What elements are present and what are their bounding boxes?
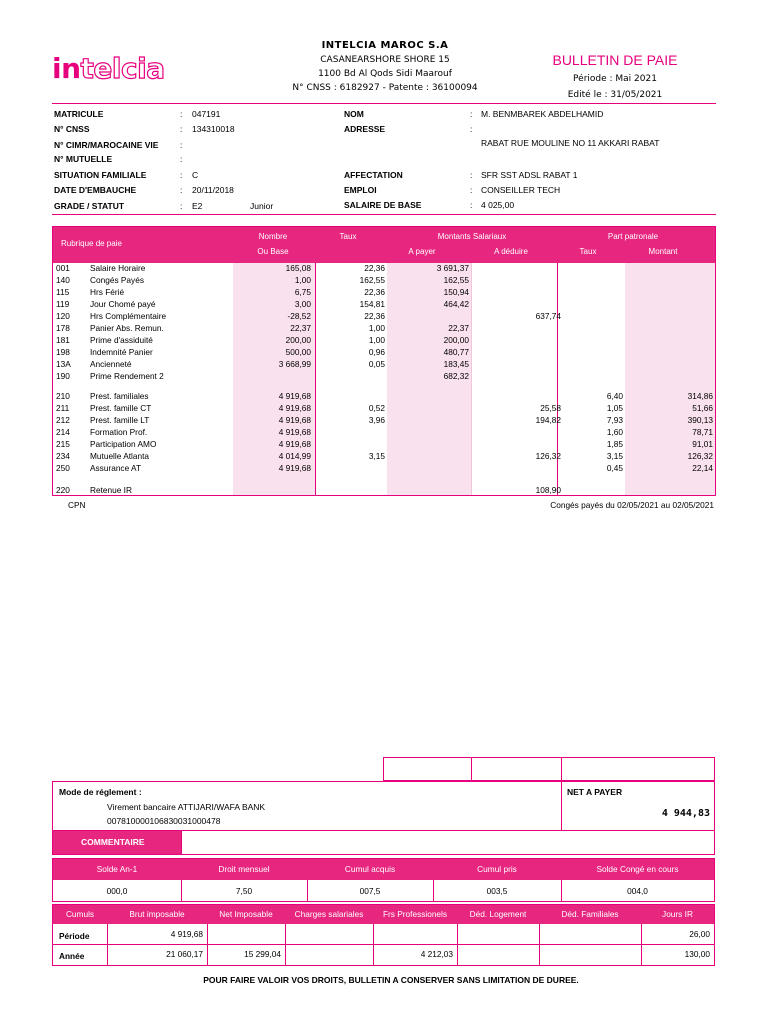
bulletin-periode: Période : Mai 2021: [573, 74, 657, 84]
pay-row-payer: 22,37: [448, 323, 469, 333]
footer-conges-payes: Congés payés du 02/05/2021 au 02/05/2021: [550, 500, 714, 510]
conges-value: 003,5: [486, 886, 508, 896]
pay-row-code: 210: [56, 391, 70, 401]
pay-row-code: 250: [56, 463, 70, 473]
emp-right-sep: :: [470, 170, 473, 180]
empty-box-1: [383, 757, 472, 781]
cumuls-header: Frs Professionels: [382, 909, 448, 919]
pay-row-label: Prime d'assiduité: [90, 335, 153, 345]
pay-row-payer: 200,00: [443, 335, 469, 345]
conges-sep: [307, 880, 308, 901]
info-divider: [52, 214, 716, 215]
th-taux-patronal: Taux: [579, 247, 597, 256]
emp-left-value: C: [192, 170, 199, 180]
pay-row-label: Indemnité Panier: [90, 347, 153, 357]
pay-row-label: Hrs Férié: [90, 287, 125, 297]
cumuls-header: Déd. Logement: [469, 909, 527, 919]
pay-row-taux: 3,15: [368, 451, 385, 461]
conges-sep: [561, 880, 562, 901]
emp-right-sep: :: [470, 109, 473, 119]
pay-row-payer: 183,45: [443, 359, 469, 369]
pay-row-code: 190: [56, 371, 70, 381]
pay-row-payer: 480,77: [443, 347, 469, 357]
cumuls-header: Jours IR: [662, 909, 693, 919]
emp-left-value: 134310018: [192, 124, 235, 134]
pay-row-code: 198: [56, 347, 70, 357]
pay-row-taux: 22,36: [364, 263, 385, 273]
cumuls-cell: 4 919,68: [170, 929, 203, 939]
pay-row-taux-patronal: 3,15: [606, 451, 623, 461]
company-ids: N° CNSS : 6182927 - Patente : 36100094: [292, 83, 478, 93]
pay-row-label: Jour Chomé payé: [90, 299, 156, 309]
conges-header: Solde An-1: [96, 864, 138, 874]
emp-left-sep: :: [180, 201, 183, 211]
emp-left-label: N° MUTUELLE: [54, 154, 113, 164]
pay-row-base: 22,37: [290, 323, 311, 333]
pay-row-deduire: 25,58: [540, 403, 561, 413]
emp-left-sep: :: [180, 185, 183, 195]
pay-row-base: 3 668,99: [278, 359, 311, 369]
cumuls-header: Déd. Familiales: [561, 909, 619, 919]
emp-left-sep: :: [180, 154, 183, 164]
th-nombre: Nombre: [258, 232, 288, 241]
emp-left-label: N° CIMR/MAROCAINE VIE: [54, 140, 159, 150]
pay-row-montant-patronal: 78,71: [692, 427, 713, 437]
cumuls-header: Brut imposable: [129, 909, 185, 919]
pay-row-label: Prest. famille LT: [90, 415, 150, 425]
pay-row-taux-patronal: 1,60: [606, 427, 623, 437]
pay-row-label: Salaire Horaire: [90, 263, 146, 273]
company-logo: [52, 52, 165, 85]
pay-row-base: 4 919,68: [278, 463, 311, 473]
pay-row-montant-patronal: 126,32: [687, 451, 713, 461]
pay-row-code: 001: [56, 263, 70, 273]
cumuls-row-label: Période: [59, 931, 90, 941]
pay-row-taux: 162,55: [359, 275, 385, 285]
emp-left-label: GRADE / STATUT: [54, 201, 125, 211]
pay-row-label: Mutuelle Atlanta: [90, 451, 150, 461]
pay-row-label: Prest. familiales: [90, 391, 149, 401]
net-a-payer-label: NET A PAYER: [567, 787, 623, 797]
th-rubrique: Rubrique de paie: [61, 239, 122, 248]
cumuls-cell: 21 060,17: [166, 949, 203, 959]
pay-row-code: 211: [56, 403, 70, 413]
pay-row-montant-patronal: 22,14: [692, 463, 713, 473]
emp-right-sep: :: [470, 185, 473, 195]
pay-row-base: 4 919,68: [278, 403, 311, 413]
pay-row-payer: 464,42: [443, 299, 469, 309]
conges-sep: [433, 880, 434, 901]
emp-right-label: NOM: [344, 109, 364, 119]
conges-value: 007,5: [359, 886, 381, 896]
pay-row-code: 212: [56, 415, 70, 425]
pay-row-taux-patronal: 6,40: [606, 391, 623, 401]
comment-sep: [181, 831, 182, 854]
pay-row-taux-patronal: 1,05: [606, 403, 623, 413]
pay-row-payer: 682,32: [443, 371, 469, 381]
pay-row-taux: 0,05: [368, 359, 385, 369]
emp-left-sep: :: [180, 124, 183, 134]
company-address-2: 1100 Bd Al Qods Sidi Maarouf: [318, 69, 452, 79]
pay-row-label: Hrs Complémentaire: [90, 311, 167, 321]
pay-row-taux: 1,00: [368, 335, 385, 345]
conges-value: 000,0: [106, 886, 128, 896]
th-montant-patronal: Montant: [648, 247, 678, 256]
pay-row-code: 215: [56, 439, 70, 449]
pay-row-montant-patronal: 91,01: [692, 439, 713, 449]
conges-header: Cumul acquis: [344, 864, 396, 874]
bulletin-title: BULLETIN DE PAIE: [552, 52, 678, 68]
th-part-patronale: Part patronale: [607, 232, 659, 241]
emp-right-value: RABAT RUE MOULINE NO 11 AKKARI RABAT: [481, 138, 660, 148]
emp-right-label: SALAIRE DE BASE: [344, 200, 422, 210]
pay-row-label: Ancienneté: [90, 359, 132, 369]
empty-box-3: [561, 757, 715, 781]
col-sep: [471, 263, 472, 495]
company-address-1: CASANEARSHORE SHORE 15: [320, 55, 450, 65]
pay-row-label: Participation AMO: [90, 439, 157, 449]
conges-value: 004,0: [627, 886, 648, 896]
mode-reglement-label: Mode de réglement :: [59, 787, 142, 797]
pay-row-montant-patronal: 314,86: [687, 391, 713, 401]
emp-left-value: E2: [192, 201, 203, 211]
pay-row-taux: 22,36: [364, 287, 385, 297]
emp-left-extra: Junior: [250, 201, 274, 211]
th-a-payer: A payer: [408, 247, 436, 256]
pay-row-base: 4 014,99: [278, 451, 311, 461]
pay-row-label: Assurance AT: [90, 463, 142, 473]
conges-value: 7,50: [235, 886, 253, 896]
bulletin-edite: Edité le : 31/05/2021: [567, 90, 663, 100]
pay-row-code: 140: [56, 275, 70, 285]
employee-info: [52, 106, 716, 214]
pay-row-label: Prest. famille CT: [90, 403, 152, 413]
emp-left-value: 20/11/2018: [192, 185, 234, 195]
footer-cpn: CPN: [68, 500, 86, 510]
pay-row-taux: 154,81: [359, 299, 385, 309]
pay-row-taux: 22,36: [364, 311, 385, 321]
emp-left-label: DATE D'EMBAUCHE: [54, 185, 137, 195]
pay-row-montant-patronal: 51,66: [692, 403, 713, 413]
pay-row-code: 178: [56, 323, 70, 333]
pay-row-taux: 3,96: [368, 415, 385, 425]
pay-row-base: 4 919,68: [278, 439, 311, 449]
pay-row-taux-patronal: 0,45: [606, 463, 623, 473]
cumuls-cell: 130,00: [684, 949, 710, 959]
cumuls-header: Charges salariales: [294, 909, 364, 919]
pay-row-payer: 150,94: [443, 287, 469, 297]
emp-right-sep: :: [470, 124, 473, 134]
company-name: INTELCIA MAROC S.A: [321, 40, 449, 51]
emp-right-label: ADRESSE: [344, 124, 386, 134]
emp-left-sep: :: [180, 109, 183, 119]
th-taux: Taux: [339, 232, 357, 241]
emp-right-value: SFR SST ADSL RABAT 1: [481, 170, 578, 180]
cumuls-row-sep: [53, 944, 714, 945]
pay-table: [52, 226, 716, 496]
payment-account: 007810000106830031000478: [107, 816, 221, 826]
pay-row-deduire: 194,82: [535, 415, 561, 425]
emp-left-label: MATRICULE: [54, 109, 104, 119]
pay-row-code: 13A: [56, 359, 71, 369]
pay-row-base: 4 919,68: [278, 427, 311, 437]
conges-table: [52, 858, 715, 902]
pay-row-base: 200,00: [285, 335, 311, 345]
net-a-payer-value: 4 944,83: [661, 808, 710, 819]
pay-row-payer: 162,55: [443, 275, 469, 285]
pay-row-code: 220: [56, 485, 70, 495]
pay-row-base: 4 919,68: [278, 391, 311, 401]
pay-row-base: 500,00: [285, 347, 311, 357]
emp-right-value: M. BENMBAREK ABDELHAMID: [481, 109, 604, 119]
pay-row-code: 120: [56, 311, 70, 321]
pay-row-base: 6,75: [294, 287, 311, 297]
th-montants: Montants Salariaux: [437, 232, 507, 241]
emp-right-label: AFFECTATION: [344, 170, 403, 180]
th-ou-base: Ou Base: [257, 247, 289, 256]
pay-row-deduire: 126,32: [535, 451, 561, 461]
emp-right-value: CONSEILLER TECH: [481, 185, 561, 195]
emp-right-label: EMPLOI: [344, 185, 377, 195]
pay-row-taux: 1,00: [368, 323, 385, 333]
pay-row-base: 1,00: [294, 275, 311, 285]
pay-row-base: 165,08: [285, 263, 311, 273]
col-sep: [315, 263, 316, 495]
footer-note: POUR FAIRE VALOIR VOS DROITS, BULLETIN A CONSERVER SANS LIMITATION DE DUREE.: [203, 975, 579, 985]
empty-box-2: [471, 757, 562, 781]
cumuls-cell: 26,00: [689, 929, 710, 939]
pay-row-label: Formation Prof.: [90, 427, 148, 437]
logo-part-outline: telcia: [80, 52, 165, 85]
cumuls-cell: 4 212,03: [420, 949, 453, 959]
cumuls-cell: 15 299,04: [244, 949, 281, 959]
pay-row-payer: 3 691,37: [436, 263, 469, 273]
pay-row-taux-patronal: 7,93: [606, 415, 623, 425]
th-a-deduire: A déduire: [494, 247, 528, 256]
emp-left-label: SITUATION FAMILIALE: [54, 170, 147, 180]
pay-row-code: 181: [56, 335, 70, 345]
pay-row-base: -28,52: [287, 311, 311, 321]
header-divider: [52, 103, 716, 104]
cumuls-row-label: Année: [59, 951, 85, 961]
emp-left-label: N° CNSS: [54, 124, 90, 134]
pay-row-taux: 0,96: [368, 347, 385, 357]
pay-row-label: Retenue IR: [90, 485, 132, 495]
pay-row-taux: 0,52: [368, 403, 385, 413]
pay-row-deduire: 637,74: [535, 311, 561, 321]
pay-row-base: 3,00: [294, 299, 311, 309]
pay-row-taux-patronal: 1,85: [606, 439, 623, 449]
pay-row-label: Congés Payés: [90, 275, 144, 285]
cumuls-header: Net Imposable: [219, 909, 273, 919]
payment-sep: [561, 781, 562, 830]
pay-row-label: Panier Abs. Remun.: [90, 323, 164, 333]
cumuls-table: [52, 904, 715, 966]
pay-row-montant-patronal: 390,13: [687, 415, 713, 425]
conges-header: Cumul pris: [477, 864, 517, 874]
pay-row-deduire: 108,90: [535, 485, 561, 495]
conges-sep: [181, 880, 182, 901]
payment-method: Virement bancaire ATTIJARI/WAFA BANK: [107, 802, 266, 812]
pay-row-code: 119: [56, 299, 70, 309]
commentaire-label: COMMENTAIRE: [53, 831, 181, 854]
conges-header: Droit mensuel: [218, 864, 270, 874]
pay-row-code: 214: [56, 427, 70, 437]
logo-part-solid: in: [52, 52, 81, 85]
emp-left-sep: :: [180, 140, 183, 150]
pay-row-label: Prime Rendement 2: [90, 371, 164, 381]
cumuls-header: Cumuls: [65, 909, 95, 919]
pay-row-code: 115: [56, 287, 70, 297]
emp-right-sep: :: [470, 200, 473, 210]
conges-header: Solde Congé en cours: [596, 864, 679, 874]
pay-row-code: 234: [56, 451, 70, 461]
pay-row-base: 4 919,68: [278, 415, 311, 425]
emp-right-value: 4 025,00: [481, 200, 515, 210]
emp-left-sep: :: [180, 170, 183, 180]
emp-left-value: 047191: [192, 109, 221, 119]
